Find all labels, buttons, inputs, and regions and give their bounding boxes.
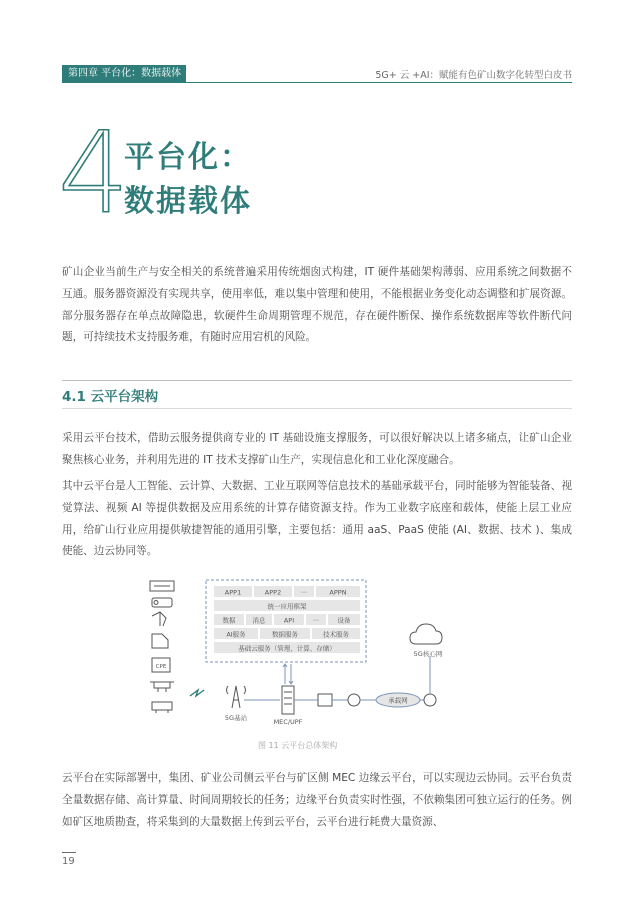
section-divider-top [62,380,572,381]
running-header [62,65,572,83]
switch-icon [318,694,332,706]
base-service-label: 基础云服务（管理、计算、存储） [238,644,336,653]
router-icon-2 [424,694,436,706]
app-label-1: APP1 [224,588,242,597]
terminal-devices [150,581,174,713]
router-icon-1 [348,694,360,706]
core-network-label: 5G核心网 [413,650,443,658]
framework-label: 统一应用框架 [267,602,307,611]
footer-rule [62,852,76,853]
bearer-label: 承载网 [388,696,408,705]
data-label-1: 数据 [222,616,236,625]
base-station-label: 5G基站 [224,714,248,722]
services-row [214,628,360,639]
intro-paragraph: 矿山企业当前生产与安全相关的系统普遍采用传统烟囱式构建，IT 硬件基础架构薄弱、应用系统之间数据不互通。服务器资源没有实现共享，使用率低，难以集中管理和使用，不能根据业务变化动态调整和扩展资源。部分服务器存在单点故障隐患，软硬件生命周期管理不规范，存在硬件断保、操作系统数据库等软件断代问题，可持续技术支持服务难，有随时应用宕机的风险。 [62,266,572,344]
service-label-3: 技术服务 [323,630,349,639]
drill-icon [152,634,168,648]
data-label-2: 消息 [252,616,266,625]
robot-arm-icon [152,612,166,626]
app-row [214,586,360,597]
data-label-3: API [283,616,295,625]
tower-icon [232,686,240,708]
section-title: 4.1 云平台架构 [62,389,159,405]
data-label-4: ··· [312,616,320,625]
chapter-title-line1: 平台化： [124,140,252,175]
data-label-5: 设备 [337,616,351,625]
wireless-link-icon [190,690,204,696]
service-label-1: AI服务 [226,630,246,639]
cloud-icon [410,624,442,644]
page-number: 19 [62,856,75,867]
mec-label: MEC/UPF [273,718,303,726]
document-title: 5G+ 云 +AI：赋能有色矿山数字化转型白皮书 [375,70,572,81]
chapter-label: 第四章 平台化：数据载体 [62,65,186,83]
section-divider-bottom [62,408,572,409]
drone-icon [150,682,174,692]
base-station-icon [227,686,246,708]
truck-icon [152,702,172,713]
camera-icon [152,598,172,607]
body-paragraph-3: 云平台在实际部署中，集团、矿业公司侧云平台与矿区侧 MEC 边缘云平台，可以实现边云协同。云平台负责全量数据存储、高计算量、时间周期较长的任务；边缘平台负责实时性强，不依赖集团可独立运行的任务。例如矿区地质勘查，将采集到的大量数据上传到云平台，云平台进行耗费大量资源、 [62,772,572,828]
body-paragraph-2: 其中云平台是人工智能、云计算、大数据、工业互联网等信息技术的基础承载平台，同时能够为智能装备、视觉算法、视频 AI 等提供数据及应用系统的计算存储资源支持。作为工业数字底座和载体，使能上层工业应用，给矿山行业应用提供敏捷智能的通用引擎，主要包括：通用 aaS、PaaS 使能 (AI、数据、技术 )、集成使能、边云协同等。 [62,480,572,558]
service-label-2: 数据服务 [272,630,298,639]
figure-caption: 图 11 云平台总体架构 [258,741,338,750]
cpe-label: CPE [155,664,167,670]
cloud-architecture-diagram [140,578,470,730]
app-label-3: ··· [300,588,308,597]
mec-rack-icon [282,686,294,714]
app-label-4: APPN [329,588,347,597]
camera-lens-icon [154,601,158,605]
chapter-number: 4 [58,109,130,239]
chapter-title-line2: 数据载体 [124,184,252,219]
body-paragraph-1: 采用云平台技术，借助云服务提供商专业的 IT 基础设施支撑服务，可以很好解决以上诸多痛点，让矿山企业聚焦核心业务，并利用先进的 IT 技术支撑矿山生产，实现信息化和工业化深度融合。 [62,432,572,466]
mec-server-icon [282,686,294,714]
data-row [214,614,360,625]
app-label-2: APP2 [264,588,282,597]
